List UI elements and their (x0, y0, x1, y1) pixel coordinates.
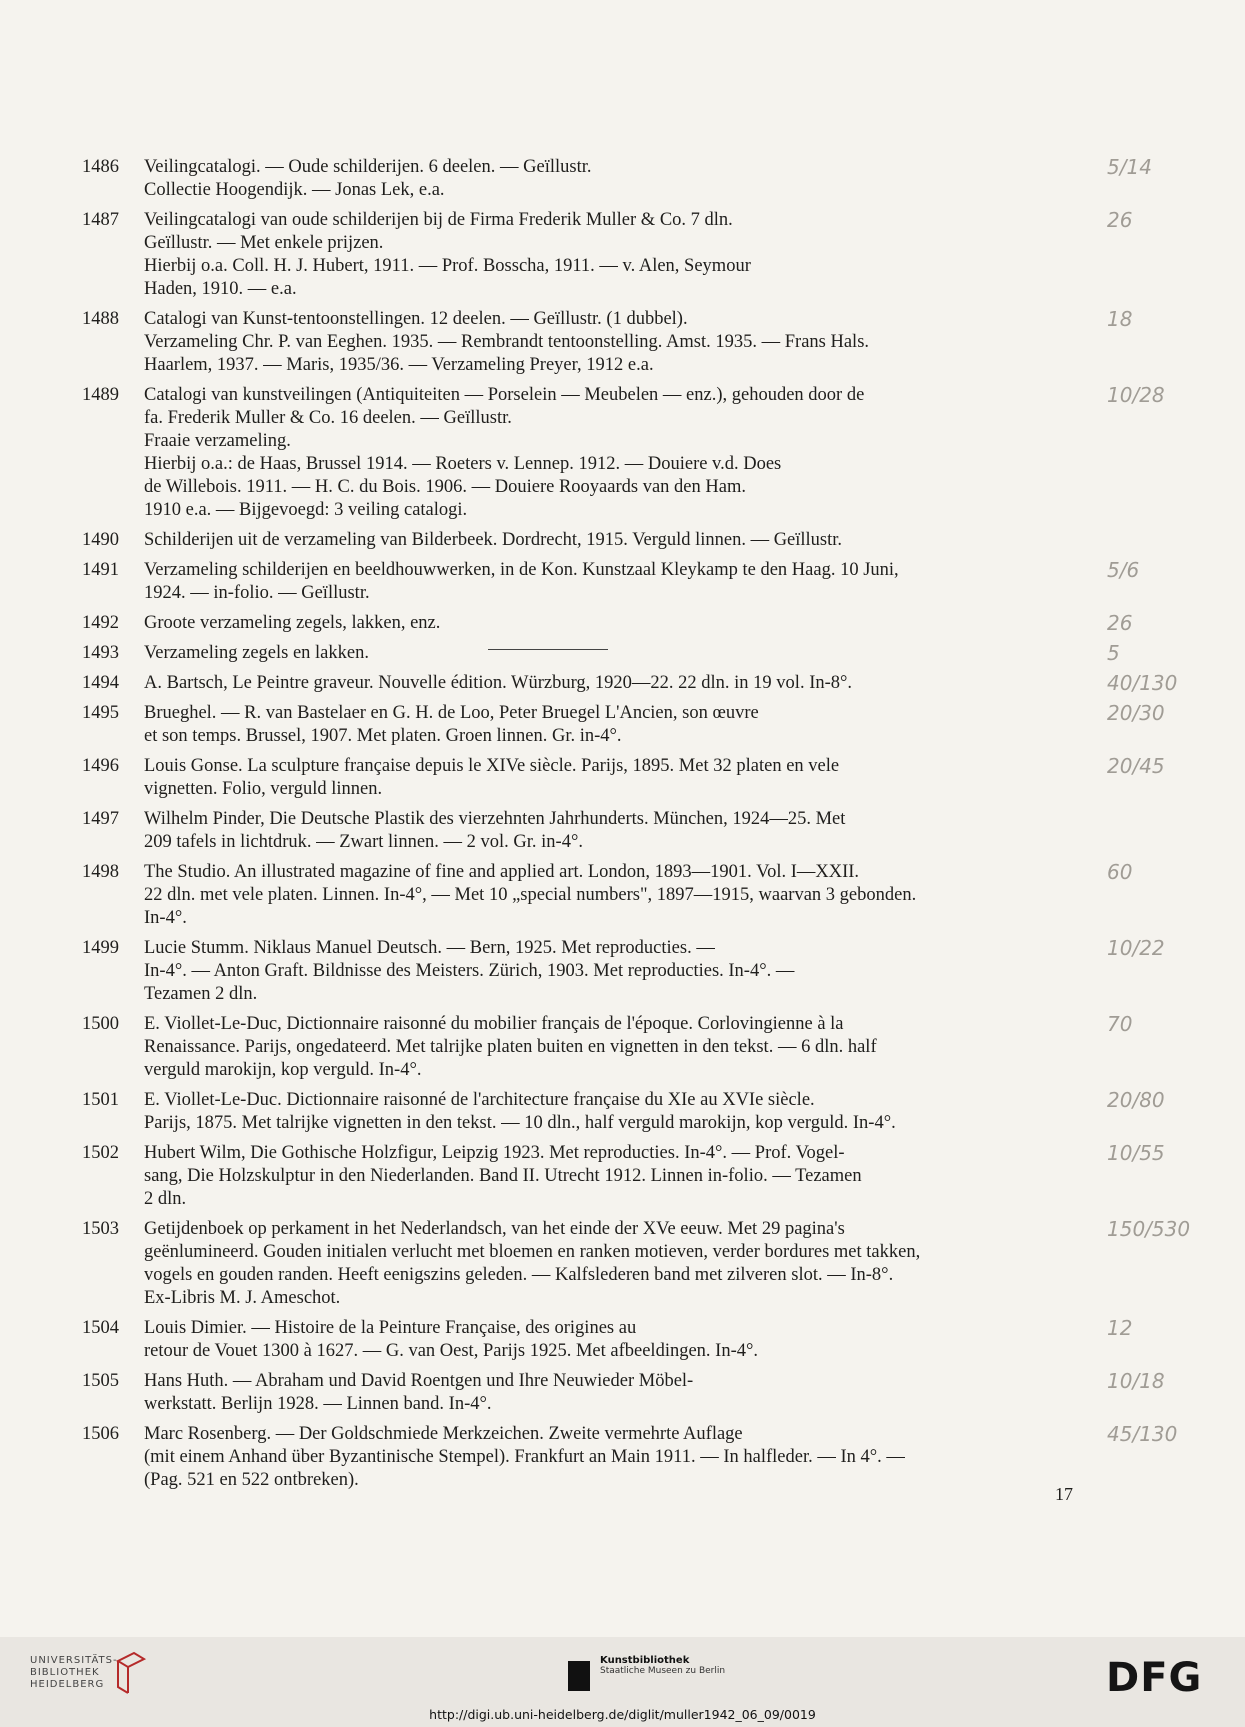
handwritten-price-note: 10/22 (1107, 936, 1165, 960)
entry-number: 1487 (82, 210, 119, 230)
handwritten-price-note: 5/14 (1107, 155, 1152, 179)
entry-text-line: 22 dln. met vele platen. Linnen. In-4°, — Met 10 „special numbers", 1897—1915, waarvan 3 gebonden. (144, 885, 917, 905)
catalog-entry (82, 1088, 1165, 1135)
handwritten-price-note: 150/530 (1107, 1217, 1191, 1241)
entry-text-line: Schilderijen uit de verzameling van Bilderbeek. Dordrecht, 1915. Verguld linnen. — Geïllustr. (144, 530, 843, 550)
entry-text-line: vogels en gouden randen. Heeft eenigszins geleden. — Kalfslederen band met zilveren slot. — In-8°. (144, 1265, 894, 1285)
entry-text-line: Hierbij o.a.: de Haas, Brussel 1914. — Roeters v. Lennep. 1912. — Douiere v.d. Does (144, 454, 782, 474)
entry-number: 1495 (82, 703, 119, 723)
entry-text-line: werkstatt. Berlijn 1928. — Linnen band. In-4°. (144, 1394, 492, 1414)
entry-number: 1497 (82, 809, 119, 829)
entry-text-line: (mit einem Anhand über Byzantinische Stempel). Frankfurt an Main 1911. — In halfleder. — In 4°. — (144, 1447, 905, 1467)
entry-text-line: geënlumineerd. Gouden initialen verlucht met bloemen en ranken motieven, verder bordures met takken, (144, 1242, 921, 1262)
entry-number: 1505 (82, 1371, 119, 1391)
entry-number: 1506 (82, 1424, 119, 1444)
entry-text-line: sang, Die Holzskulptur in den Niederlanden. Band II. Utrecht 1912. Linnen in-folio. — Tezamen (144, 1166, 862, 1186)
entry-number: 1498 (82, 862, 119, 882)
entry-text-line: Geïllustr. — Met enkele prijzen. (144, 233, 384, 253)
entry-number: 1502 (82, 1143, 119, 1163)
entry-text-line: vignetten. Folio, verguld linnen. (144, 779, 383, 799)
handwritten-price-note: 10/55 (1107, 1141, 1165, 1165)
entry-text-line: Getijdenboek op perkament in het Nederlandsch, van het einde der XVe eeuw. Met 29 pagina's (144, 1219, 845, 1239)
entry-text-line: 1910 e.a. — Bijgevoegd: 3 veiling catalogi. (144, 500, 468, 520)
entry-text-line: Louis Gonse. La sculpture française depuis le XIVe siècle. Parijs, 1895. Met 32 platen en vele (144, 756, 840, 776)
entry-text-line: Louis Dimier. — Histoire de la Peinture Française, des origines au (144, 1318, 637, 1338)
catalog-entry (82, 307, 1133, 377)
entry-number: 1493 (82, 643, 119, 663)
entry-text-line: Haarlem, 1937. — Maris, 1935/36. — Verzameling Preyer, 1912 e.a. (144, 355, 654, 375)
entry-text-line: Fraaie verzameling. (144, 431, 291, 451)
university-mark-icon (114, 1651, 148, 1695)
entry-text-line: Parijs, 1875. Met talrijke vignetten in den tekst. — 10 dln., half verguld marokijn, kop verguld. In-4°. (144, 1113, 896, 1133)
entry-text-line: Wilhelm Pinder, Die Deutsche Plastik des vierzehnten Jahrhunderts. München, 1924—25. Met (144, 809, 846, 829)
entry-text-line: Catalogi van Kunst-tentoonstellingen. 12 deelen. — Geïllustr. (1 dubbel). (144, 309, 688, 329)
entry-text-line: retour de Vouet 1300 à 1627. — G. van Oest, Parijs 1925. Met afbeeldingen. In-4°. (144, 1341, 759, 1361)
entry-text-line: Verzameling Chr. P. van Eeghen. 1935. — Rembrandt tentoonstelling. Amst. 1935. — Frans Hals. (144, 332, 870, 352)
catalog-entry (82, 1369, 1165, 1416)
entry-number: 1490 (82, 530, 119, 550)
entry-number: 1489 (82, 385, 119, 405)
entry-number: 1504 (82, 1318, 119, 1338)
entry-number: 1503 (82, 1219, 119, 1239)
entry-text-line: E. Viollet-Le-Duc, Dictionnaire raisonné du mobilier français de l'époque. Corlovingienne à la (144, 1014, 844, 1034)
university-line-3: HEIDELBERG (30, 1679, 105, 1690)
handwritten-price-note: 20/45 (1107, 754, 1165, 778)
kunstbibliothek-logo (568, 1655, 725, 1691)
handwritten-price-note: 45/130 (1107, 1422, 1178, 1446)
entry-text-line: Brueghel. — R. van Bastelaer en G. H. de Loo, Peter Bruegel L'Ancien, son œuvre (144, 703, 759, 723)
kunstbibliothek-subtitle: Staatliche Museen zu Berlin (600, 1666, 726, 1676)
entry-text-line: 2 dln. (144, 1189, 187, 1209)
entry-text-line: Haden, 1910. — e.a. (144, 279, 297, 299)
entry-text-line: Marc Rosenberg. — Der Goldschmiede Merkzeichen. Zweite vermehrte Auflage (144, 1424, 743, 1444)
entry-number: 1492 (82, 613, 119, 633)
university-line-2: BIBLIOTHEK (30, 1667, 100, 1678)
entry-text-line: Renaissance. Parijs, ongedateerd. Met talrijke platen buiten en vignetten in den tekst. — 6 dln. half (144, 1037, 877, 1057)
catalog-entry (82, 558, 1140, 605)
entry-text-line: Veilingcatalogi. — Oude schilderijen. 6 deelen. — Geïllustr. (144, 157, 592, 177)
catalog-entry (82, 529, 1092, 552)
entry-number: 1486 (82, 157, 119, 177)
catalog-entry (82, 701, 1165, 748)
handwritten-price-note: 70 (1107, 1012, 1133, 1036)
entry-text-line: In-4°. (144, 908, 187, 928)
handwritten-price-note: 10/18 (1107, 1369, 1165, 1393)
catalog-entry (82, 754, 1165, 801)
entry-text-line: (Pag. 521 en 522 ontbreken). (144, 1470, 359, 1490)
entry-text-line: Tezamen 2 dln. (144, 984, 258, 1004)
entry-text-line: verguld marokijn, kop verguld. In-4°. (144, 1060, 422, 1080)
entry-text-line: 1924. — in-folio. — Geïllustr. (144, 583, 370, 603)
entry-text-line: et son temps. Brussel, 1907. Met platen. Groen linnen. Gr. in-4°. (144, 726, 622, 746)
entry-text-line: Collectie Hoogendijk. — Jonas Lek, e.a. (144, 180, 445, 200)
catalog-entry (82, 155, 1152, 202)
entry-text-line: de Willebois. 1911. — H. C. du Bois. 1906. — Douiere Rooyaards van den Ham. (144, 477, 746, 497)
handwritten-price-note: 60 (1107, 860, 1133, 884)
catalog-entry (82, 1141, 1165, 1211)
catalog-entry (82, 671, 1178, 695)
entry-text-line: Lucie Stumm. Niklaus Manuel Deutsch. — Bern, 1925. Met reproducties. — (144, 938, 715, 958)
entry-number: 1500 (82, 1014, 119, 1034)
entry-text-line: Hierbij o.a. Coll. H. J. Hubert, 1911. — Prof. Bosscha, 1911. — v. Alen, Seymour (144, 256, 751, 276)
catalog-entry (82, 860, 1133, 930)
dfg-logo: DFG (1106, 1655, 1203, 1701)
entry-text-line: Veilingcatalogi van oude schilderijen bij de Firma Frederik Muller & Co. 7 dln. (144, 210, 733, 230)
handwritten-price-note: 18 (1107, 307, 1133, 331)
entry-text-line: fa. Frederik Muller & Co. 16 deelen. — Geïllustr. (144, 408, 512, 428)
catalog-entry (82, 1316, 1133, 1363)
entry-text-line: Hans Huth. — Abraham und David Roentgen und Ihre Neuwieder Möbel- (144, 1371, 694, 1391)
handwritten-price-note: 40/130 (1107, 671, 1178, 695)
handwritten-price-note: 20/30 (1107, 701, 1165, 725)
entry-number: 1496 (82, 756, 119, 776)
catalog-entry (82, 1217, 1191, 1310)
entry-number: 1491 (82, 560, 119, 580)
entry-text-line: 209 tafels in lichtdruk. — Zwart linnen. — 2 vol. Gr. in-4°. (144, 832, 583, 852)
entry-number: 1501 (82, 1090, 119, 1110)
handwritten-price-note: 26 (1107, 611, 1133, 635)
entry-number: 1488 (82, 309, 119, 329)
footer-bar (0, 1637, 1245, 1727)
catalog-entry (82, 1422, 1178, 1492)
catalog-entry (82, 383, 1165, 522)
catalog-entry (82, 641, 1120, 665)
source-url[interactable]: http://digi.ub.uni-heidelberg.de/diglit/muller1942_06_09/0019 (429, 1707, 816, 1722)
entry-text-line: Catalogi van kunstveilingen (Antiquiteiten — Porselein — Meubelen — enz.), gehouden door de (144, 385, 865, 405)
entry-text-line: Groote verzameling zegels, lakken, enz. (144, 613, 441, 633)
entry-text-line: A. Bartsch, Le Peintre graveur. Nouvelle édition. Würzburg, 1920—22. 22 dln. in 19 vol. In-8°. (144, 673, 853, 693)
entry-text-line: The Studio. An illustrated magazine of fine and applied art. London, 1893—1901. Vol. I—XXII. (144, 862, 860, 882)
kunstbibliothek-icon (568, 1661, 590, 1691)
handwritten-price-note: 12 (1107, 1316, 1133, 1340)
entry-number: 1499 (82, 938, 119, 958)
catalog-entry (82, 1012, 1133, 1082)
handwritten-price-note: 5/6 (1107, 558, 1140, 582)
entry-number: 1494 (82, 673, 119, 693)
catalog-entry (82, 611, 1133, 635)
catalog-entry (82, 936, 1165, 1006)
entry-text-line: In-4°. — Anton Graft. Bildnisse des Meisters. Zürich, 1903. Met reproducties. In-4°. — (144, 961, 795, 981)
university-line-1: UNIVERSITÄTS- (30, 1655, 118, 1666)
university-library-logo (30, 1655, 118, 1691)
page-number: 17 (1055, 1484, 1073, 1504)
handwritten-price-note: 20/80 (1107, 1088, 1165, 1112)
entry-text-line: Hubert Wilm, Die Gothische Holzfigur, Leipzig 1923. Met reproducties. In-4°. — Prof. Vogel- (144, 1143, 845, 1163)
handwritten-price-note: 10/28 (1107, 383, 1165, 407)
entry-text-line: E. Viollet-Le-Duc. Dictionnaire raisonné de l'architecture française du XIe au XVIe siècle. (144, 1090, 815, 1110)
handwritten-price-note: 26 (1107, 208, 1133, 232)
entry-text-line: Ex-Libris M. J. Ameschot. (144, 1288, 341, 1308)
catalog-entries (82, 155, 1191, 1499)
section-separator (488, 649, 608, 650)
catalog-entry (82, 808, 1092, 854)
kunstbibliothek-title: Kunstbibliothek (600, 1655, 690, 1666)
handwritten-price-note: 5 (1107, 641, 1120, 665)
catalog-entry (82, 208, 1133, 301)
entry-text-line: Verzameling schilderijen en beeldhouwwerken, in de Kon. Kunstzaal Kleykamp te den Haag. 10 Juni, (144, 560, 899, 580)
entry-text-line: Verzameling zegels en lakken. (144, 643, 369, 663)
